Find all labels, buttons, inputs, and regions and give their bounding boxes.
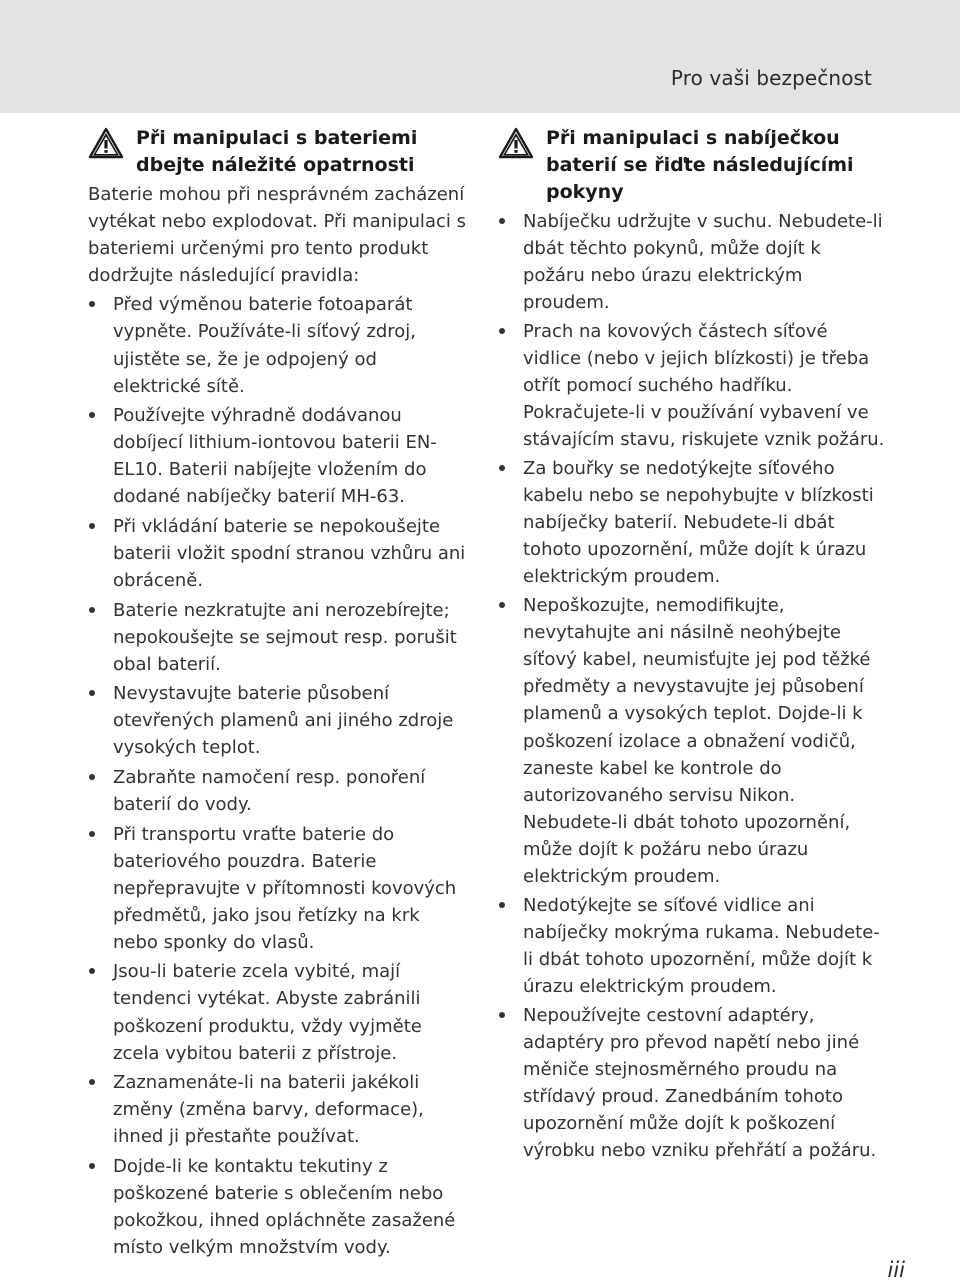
list-item-text: Dojde-li ke kontaktu tekutiny z poškozené baterie s oblečením nebo pokožkou, ihned opláchněte zasažené místo velkým množstvím vody. [113,1155,456,1259]
list-item-text: Nedotýkejte se síťové vidlice ani nabíječky mokrýma rukama. Nebudete-li dbát tohoto upozornění, může dojít k úrazu elektrickým proudem. [523,894,880,997]
list-item [88,597,468,678]
bullet [89,1163,95,1169]
battery-section-title-line2: dbejte náležité opatrnosti [136,154,415,176]
bullet [89,301,95,307]
list-item-text: Před výměnou baterie fotoaparát vypněte. Používáte-li síťový zdroj, ujistěte se, že je odpojený od elektrické sítě. [113,294,416,397]
bullet [499,902,505,908]
charger-section-title-line3: pokyny [546,181,624,203]
warning-triangle-icon [88,127,124,159]
page-number: iii [887,1258,905,1282]
bullet [499,1012,505,1018]
bullet [89,690,95,696]
charger-rules-list [498,208,888,1164]
list-item [88,291,468,399]
warning-triangle-icon [498,127,534,159]
page-header [0,0,960,113]
bullet [499,328,505,334]
charger-section [498,125,888,1166]
list-item [498,1002,888,1165]
list-item-text: Nevystavujte baterie působení otevřených plamenů ani jiného zdroje vysokých teplot. [113,683,454,759]
battery-section [88,125,468,1264]
battery-section-heading [88,125,468,179]
list-item-text: Nepoužívejte cestovní adaptéry, adaptéry pro převod napětí nebo jiné měniče stejnosměrného proudu na střídavý proud. Zanedbáním tohoto upozornění může dojít k poškození výrobku nebo vzniku přehřátí a požáru. [523,1004,877,1162]
list-item [498,208,888,316]
list-item-text: Při vkládání baterie se nepokoušejte baterii vložit spodní stranou vzhůru ani obráceně. [113,515,466,592]
list-item-text: Zaznamenáte-li na baterii jakékoli změny (změna barvy, deformace), ihned ji přestaňte používat. [113,1072,424,1148]
charger-section-heading [498,125,888,206]
list-item [88,821,468,956]
bullet [89,831,95,837]
charger-section-title-line2: baterií se řiďte následujícími [546,154,854,176]
bullet [499,218,505,224]
bullet [89,523,95,529]
list-item-text: Při transportu vraťte baterie do bateriového pouzdra. Baterie nepřepravujte v přítomnosti kovových předmětů, jako jsou řetízky na krk nebo sponky do vlasů. [113,823,457,953]
list-item [88,1153,468,1261]
list-item [498,592,888,890]
list-item-text: Zabraňte namočení resp. ponoření baterií do vody. [113,766,426,816]
list-item [498,892,888,1000]
battery-section-title-line1: Při manipulaci s bateriemi [136,127,418,149]
list-item [88,958,468,1066]
list-item-text: Nabíječku udržujte v suchu. Nebudete-li dbát těchto pokynů, může dojít k požáru nebo úrazu elektrickým proudem. [523,211,883,314]
list-item [498,455,888,590]
page-header-title: Pro vaši bezpečnost [670,66,872,90]
list-item [88,1069,468,1150]
list-item-text: Nepoškozujte, nemodifikujte, nevytahujte ani násilně neohýbejte síťový kabel, neumisťujte jej pod těžké předměty a nevystavujte jej působení plamenů a vysokých teplot. Dojde-li k poškození izolace a obnažení vodičů, zaneste kabel ke kontrole do autorizovaného servisu Nikon. Nebudete-li dbát tohoto upozornění, může dojít k požáru nebo úrazu elektrickým proudem. [523,595,871,888]
bullet [89,774,95,780]
charger-section-title-line1: Při manipulaci s nabíječkou [546,127,840,149]
bullet [499,602,505,608]
list-item-text: Za bouřky se nedotýkejte síťového kabelu nebo se nepohybujte v blízkosti nabíječky baterií. Nebudete-li dbát tohoto upozornění, může dojít k úrazu elektrickým proudem. [523,458,874,588]
list-item [88,764,468,818]
bullet [89,412,95,418]
list-item-text: Jsou-li baterie zcela vybité, mají tendenci vytékat. Abyste zabránili poškození produktu, vždy vyjměte zcela vybitou baterii z přístroje. [113,961,422,1064]
bullet [89,607,95,613]
list-item [88,513,468,594]
list-item-text: Baterie nezkratujte ani nerozebírejte; nepokoušejte se sejmout resp. porušit obal baterií. [113,599,457,675]
bullet [499,465,505,471]
battery-section-intro: Baterie mohou při nesprávném zacházení vytékat nebo explodovat. Při manipulaci s bateriemi určenými pro tento produkt dodržujte následující pravidla: [88,184,466,287]
bullet [89,1079,95,1085]
list-item [88,680,468,761]
list-item-text: Prach na kovových částech síťové vidlice (nebo v jejich blízkosti) je třeba otřít pomocí suchého hadříku. Pokračujete-li v používání vybavení ve stávajícím stavu, riskujete vznik požáru. [523,320,885,451]
bullet [89,968,95,974]
list-item [498,318,888,453]
list-item-text: Používejte výhradně dodávanou dobíjecí lithium-iontovou baterii EN-EL10. Baterii nabíjejte vložením do dodané nabíječky baterií MH-63. [113,405,437,508]
list-item [88,402,468,510]
battery-rules-list [88,291,468,1261]
